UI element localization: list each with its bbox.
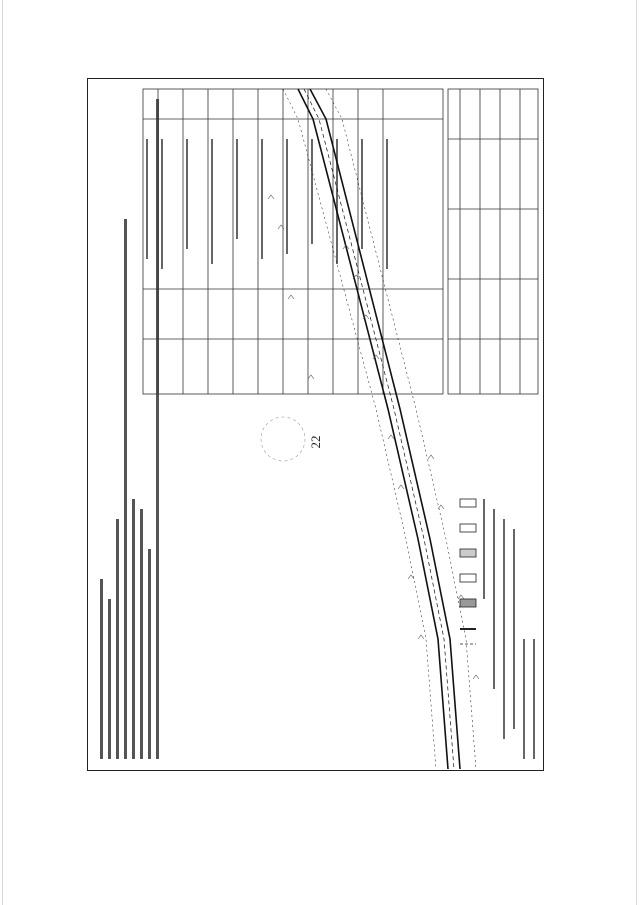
legend-swatch-5 xyxy=(460,599,476,607)
drawing-sheet xyxy=(87,78,544,771)
corridor-boundary-left xyxy=(283,89,436,769)
circle-feature xyxy=(261,417,305,461)
header-line-3 xyxy=(116,519,119,759)
legend-swatch-3 xyxy=(460,549,476,557)
pipeline-edge-right xyxy=(310,89,460,769)
header-line-2 xyxy=(108,599,111,759)
legend-swatch-1 xyxy=(460,499,476,507)
land-plots-table xyxy=(448,89,538,394)
header-line-5 xyxy=(132,499,135,759)
corridor-boundary-right xyxy=(326,89,476,769)
objects-table-text xyxy=(146,139,388,269)
page-number: 22 xyxy=(308,435,323,449)
header-line-6 xyxy=(140,509,143,759)
header-text-block xyxy=(100,99,159,759)
pipeline-axis xyxy=(304,89,454,769)
vegetation-symbols xyxy=(268,195,479,679)
legend-text xyxy=(483,499,535,759)
site-plan-drawing xyxy=(88,79,545,772)
legend-swatch-2 xyxy=(460,524,476,532)
pipeline-edge-left xyxy=(298,89,448,769)
scan-edge-right xyxy=(636,0,637,905)
scan-edge-left xyxy=(2,0,3,905)
header-line-7 xyxy=(148,549,151,759)
header-line-1 xyxy=(100,579,103,759)
legend-swatch-4 xyxy=(460,574,476,582)
land-plots-table-frame xyxy=(448,89,538,394)
header-line-8 xyxy=(156,99,159,759)
header-line-4 xyxy=(124,219,127,759)
